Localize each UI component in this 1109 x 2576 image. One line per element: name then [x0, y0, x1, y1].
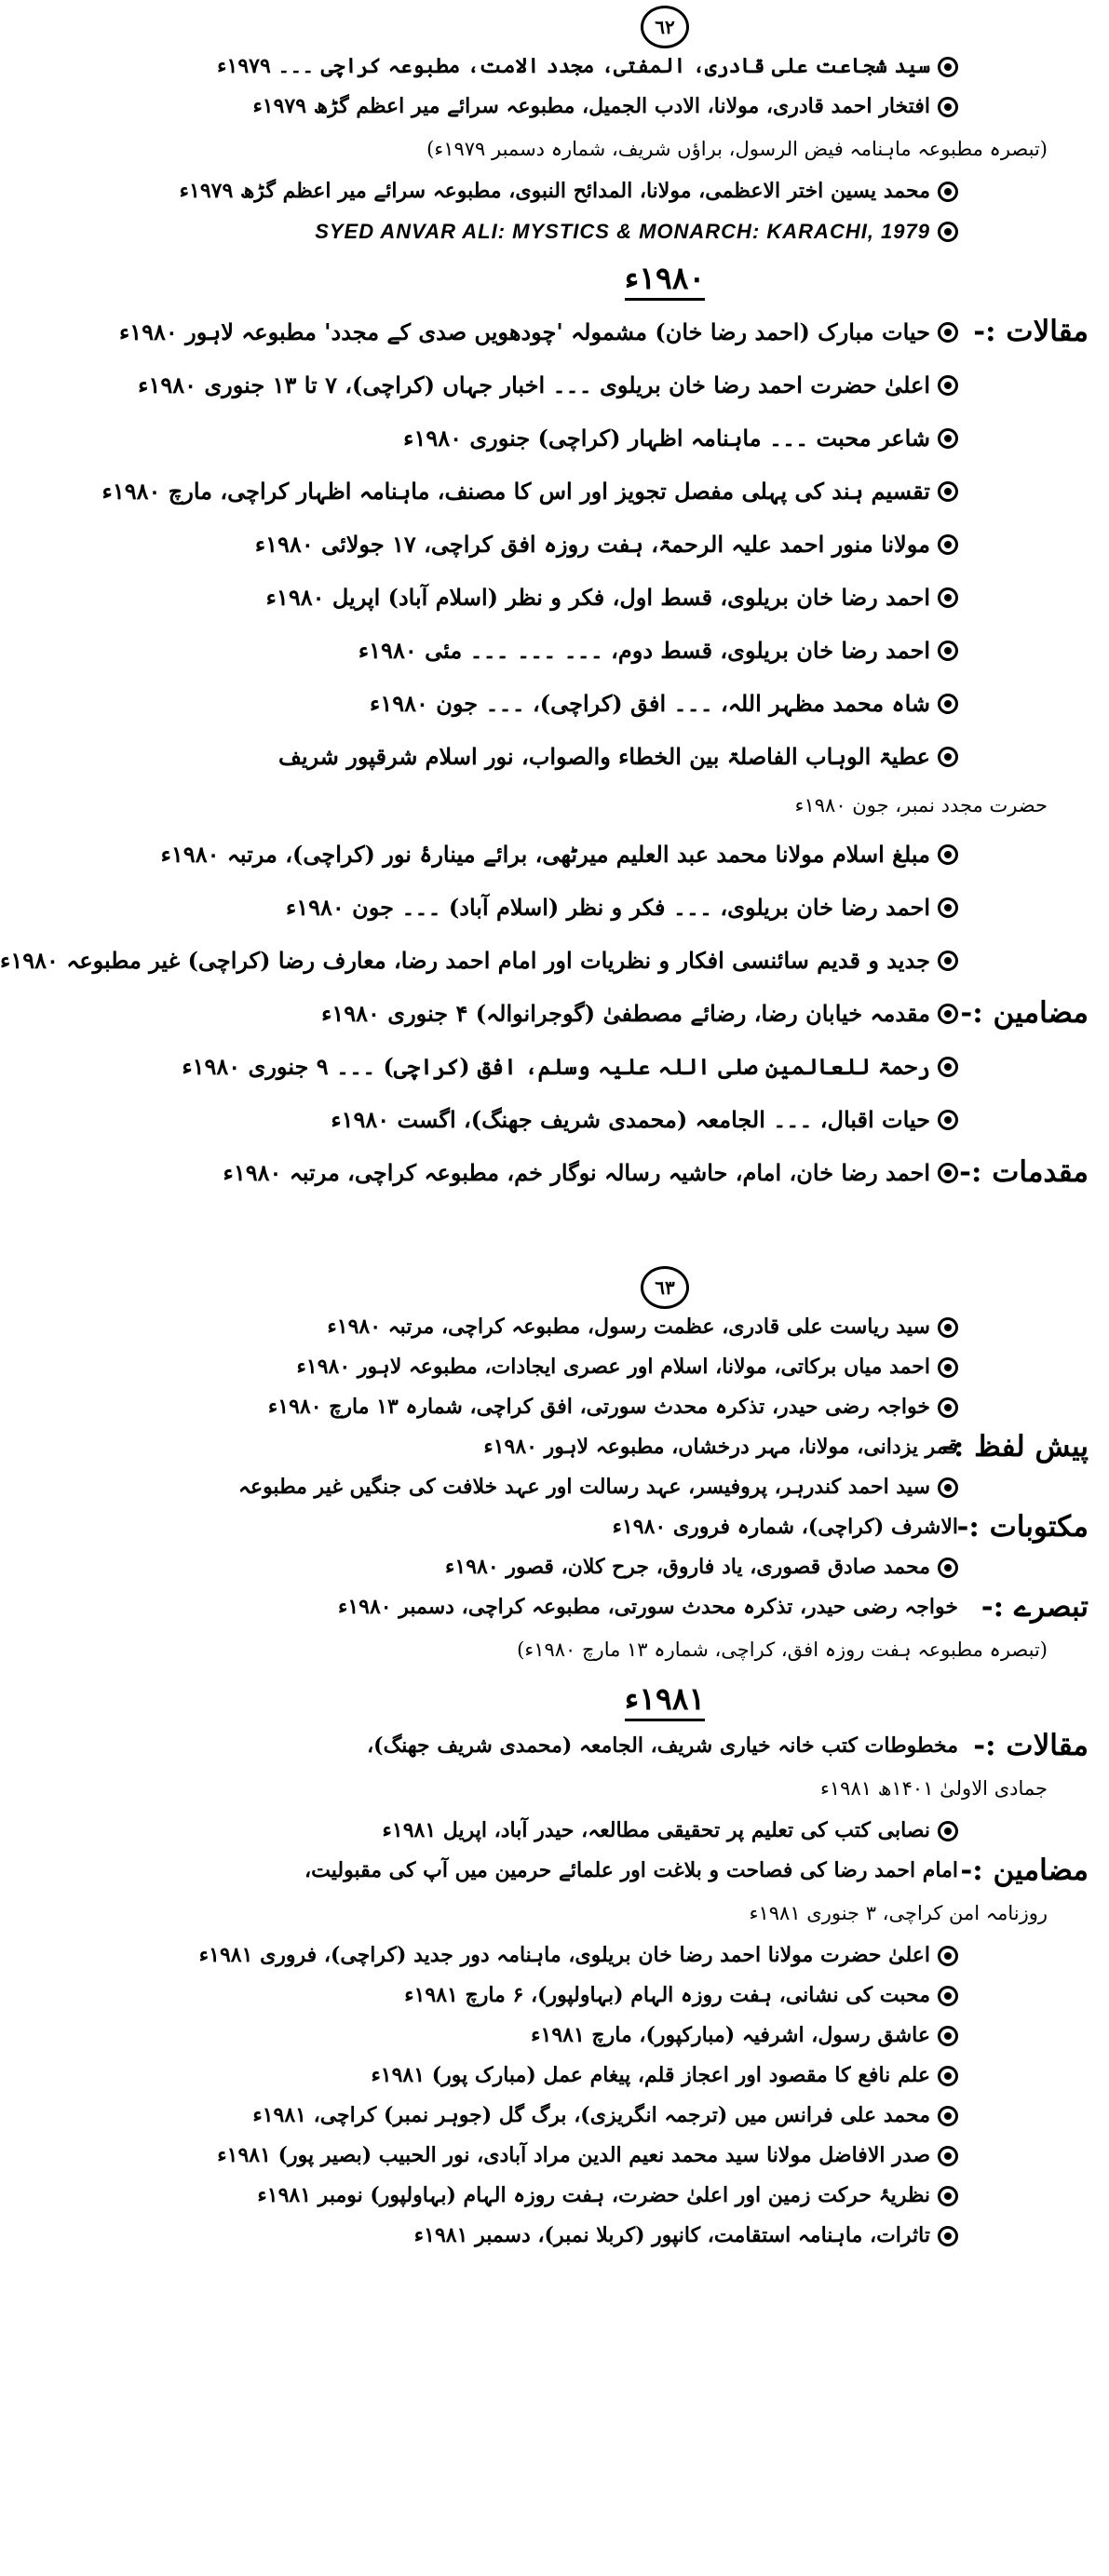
- list-item: افتخار احمد قادری، مولانا، الادب الجمیل، مطبوعہ سرائے میر اعظم گڑھ ۱۹۷۹ء: [241, 87, 1089, 127]
- bullet-icon: [938, 2106, 958, 2126]
- bullet-icon: [938, 844, 958, 865]
- list-item: صدر الافاضل مولانا سید محمد نعیم الدین مراد آبادی، نور الحبیب (بصیر پور) ۱۹۸۱ء: [241, 2136, 1089, 2176]
- list-item: احمد رضا خان بریلوی، ۔۔۔ فکر و نظر (اسلام آباد) ۔۔۔ جون ۱۹۸۰ء: [241, 881, 1089, 934]
- bullet-icon: [938, 1986, 958, 2006]
- bullet-icon: [938, 57, 958, 77]
- bullet-icon: [938, 1110, 958, 1130]
- bullet-icon: [938, 375, 958, 396]
- section-label: مضامین :-: [960, 1854, 1089, 1888]
- list-item: سید ریاست علی قادری، عظمت رسول، مطبوعہ کراچی، مرتبہ ۱۹۸۰ء: [241, 1307, 1089, 1347]
- bullet-icon: [938, 1163, 958, 1183]
- bullet-icon: [938, 428, 958, 449]
- bullet-icon: [938, 1357, 958, 1378]
- list-item: نصابی کتب کی تعلیم پر تحقیقی مطالعہ، حیدر آباد، اپریل ۱۹۸۱ء: [241, 1811, 1089, 1851]
- bullet-icon: [938, 182, 958, 202]
- list-item: مقالات :- مخطوطات کتب خانہ خیاری شریف، الجامعہ (محمدی شریف جھنگ)،: [367, 1729, 1089, 1763]
- bullet-icon: [938, 1477, 958, 1498]
- list-item: حیات اقبال، ۔۔۔ الجامعہ (محمدی شریف جھنگ)، اگست ۱۹۸۰ء: [241, 1093, 1089, 1146]
- list-item: اعلیٰ حضرت احمد رضا خان بریلوی ۔۔۔ اخبار جہاں (کراچی)، ۷ تا ۱۳ جنوری ۱۹۸۰ء: [241, 358, 1089, 411]
- list-item: عاشق رسول، اشرفیہ (مبارکپور)، مارچ ۱۹۸۱ء: [241, 2016, 1089, 2056]
- list-item: مقالات :- حیات مبارک (احمد رضا خان) مشمولہ 'چودھویں صدی کے مجدد' مطبوعہ لاہور ۱۹۸۰ء: [118, 315, 1089, 349]
- list-item: پیش لفظ :- قمر یزدانی، مولانا، مہر درخشاں، مطبوعہ لاہور ۱۹۸۰ء: [483, 1430, 1089, 1464]
- page-number: ٦٣: [641, 1266, 689, 1309]
- bullet-icon: [938, 481, 958, 502]
- bullet-icon: [938, 951, 958, 971]
- list-note: جمادی الاولیٰ ۱۴۰۱ھ ۱۹۸۱ء: [820, 1776, 1048, 1800]
- bullet-icon: [938, 1946, 958, 1966]
- list-item: مضامین :- امام احمد رضا کی فصاحت و بلاغت اور علمائے حرمین میں آپ کی مقبولیت،: [304, 1854, 1089, 1888]
- list-item: خواجہ رضی حیدر، تذکرہ محدث سورتی، افق کراچی، شمارہ ۱۳ مارچ ۱۹۸۰ء: [241, 1387, 1089, 1427]
- page-63: [198, 1261, 1109, 2256]
- section-label: مقدمات :-: [959, 1155, 1089, 1190]
- list-item: مولانا منور احمد علیہ الرحمۃ، ہفت روزہ افق کراچی، ۱۷ جولائی ۱۹۸۰ء: [241, 518, 1089, 571]
- list-item: محمد صادق قصوری، یاد فاروق، جرح کلان، قصور ۱۹۸۰ء: [241, 1547, 1089, 1587]
- list-item: تقسیم ہند کی پہلی مفصل تجویز اور اس کا مصنف، ماہنامہ اظہار کراچی، مارچ ۱۹۸۰ء: [241, 465, 1089, 518]
- review-note: (تبصرہ مطبوعہ ماہنامہ فیض الرسول، براؤں شریف، شمارہ دسمبر ۱۹۷۹ء): [426, 137, 1048, 160]
- section-label: تبصرے :-: [981, 1590, 1089, 1625]
- list-item: نظریۂ حرکت زمین اور اعلیٰ حضرت، ہفت روزہ الہام (بہاولپور) نومبر ۱۹۸۱ء: [241, 2176, 1089, 2216]
- list-item: مقدمات :- احمد رضا خان، امام، حاشیہ رسالہ نوگار خم، مطبوعہ کراچی، مرتبہ ۱۹۸۰ء: [223, 1155, 1089, 1190]
- list-item: محمد علی فرانس میں (ترجمہ انگریزی)، برگ گل (جوہر نمبر) کراچی، ۱۹۸۱ء: [241, 2096, 1089, 2136]
- bullet-icon: [938, 1004, 958, 1024]
- list-item: شاعر محبت ۔۔۔ ماہنامہ اظہار (کراچی) جنوری ۱۹۸۰ء: [241, 411, 1089, 465]
- section-label: مضامین :-: [960, 996, 1089, 1031]
- bullet-icon: [938, 1397, 958, 1418]
- list-item: اعلیٰ حضرت مولانا احمد رضا خان بریلوی، ماہنامہ دور جدید (کراچی)، فروری ۱۹۸۱ء: [241, 1935, 1089, 1976]
- bullet-icon: [938, 587, 958, 608]
- list-item: رحمۃ للعالمین صلی اللہ علیہ وسلم، افق (کراچی) ۔۔۔ ۹ جنوری ۱۹۸۰ء: [241, 1040, 1089, 1093]
- list-item: مبلغ اسلام مولانا محمد عبد العلیم میرٹھی، برائے مینارۂ نور (کراچی)، مرتبہ ۱۹۸۰ء: [241, 828, 1089, 881]
- section-label: مکتوبات :-: [956, 1510, 1089, 1544]
- bullet-icon: [938, 1057, 958, 1077]
- list-item: علم نافع کا مقصود اور اعجاز قلم، پیغام عمل (مبارک پور) ۱۹۸۱ء: [241, 2056, 1089, 2096]
- list-item: شاہ محمد مظہر اللہ، ۔۔۔ افق (کراچی)، ۔۔۔ جون ۱۹۸۰ء: [241, 677, 1089, 730]
- list-item: احمد میاں برکاتی، مولانا، اسلام اور عصری ایجادات، مطبوعہ لاہور ۱۹۸۰ء: [241, 1347, 1089, 1387]
- section-label: مقالات :-: [973, 315, 1089, 349]
- list-item: جدید و قدیم سائنسی افکار و نظریات اور امام احمد رضا، معارف رضا (کراچی) غیر مطبوعہ ۱۹۸۰ء: [241, 934, 1089, 987]
- section-label: پیش لفظ :-: [941, 1430, 1089, 1464]
- list-note: روزنامہ امن کراچی، ۳ جنوری ۱۹۸۱ء: [749, 1901, 1048, 1924]
- bullet-icon: [938, 2066, 958, 2086]
- bullet-icon: [938, 534, 958, 555]
- list-item: سید احمد کندرہر، پروفیسر، عہد رسالت اور عہد خلافت کی جنگیں غیر مطبوعہ: [241, 1467, 1089, 1507]
- section-label: مقالات :-: [973, 1729, 1089, 1763]
- bullet-icon: [938, 322, 958, 343]
- list-item: مضامین :- مقدمہ خیابان رضا، رضائے مصطفیٰ (گوجرانوالہ) ۴ جنوری ۱۹۸۰ء: [321, 996, 1089, 1031]
- list-item: سید شجاعت علی قادری، المفتی، مجدد الامت، مطبوعہ کراچی ۔۔۔ ۱۹۷۹ء: [241, 47, 1089, 87]
- bullet-icon: [938, 1821, 958, 1841]
- bullet-icon: [938, 694, 958, 714]
- bullet-icon: [938, 2026, 958, 2046]
- list-item: احمد رضا خان بریلوی، قسط دوم، ۔۔۔ ۔۔۔ ۔۔۔ مئی ۱۹۸۰ء: [241, 624, 1089, 677]
- list-item: محمد یسین اختر الاعظمی، مولانا، المدائح النبوی، مطبوعہ سرائے میر اعظم گڑھ ۱۹۷۹ء: [241, 171, 1089, 211]
- list-item: مکتوبات :- الاشرف (کراچی)، شمارہ فروری ۱۹۸۰ء: [612, 1510, 1089, 1544]
- bullet-icon: [938, 2146, 958, 2166]
- list-note: حضرت مجدد نمبر، جون ۱۹۸۰ء: [794, 793, 1048, 816]
- bullet-icon: [938, 1317, 958, 1338]
- page-62: [0, 0, 1109, 1199]
- page-separator: [215, 1199, 1109, 1261]
- bullet-icon: [938, 1558, 958, 1578]
- review-note: (تبصرہ مطبوعہ ہفت روزہ افق، کراچی، شمارہ ۱۳ مارچ ۱۹۸۰ء): [517, 1638, 1048, 1661]
- bullet-icon: [938, 2186, 958, 2206]
- list-item: تبصرے :- خواجہ رضی حیدر، تذکرہ محدث سورتی، مطبوعہ کراچی، دسمبر ۱۹۸۰ء: [337, 1590, 1089, 1625]
- bullet-icon: [938, 97, 958, 117]
- year-heading: ۱۹۸۰ء: [241, 251, 1089, 305]
- bullet-icon: [938, 641, 958, 661]
- bullet-icon: [938, 747, 958, 767]
- bullet-icon: [938, 2226, 958, 2246]
- list-item: محبت کی نشانی، ہفت روزہ الہام (بہاولپور)، ۶ مارچ ۱۹۸۱ء: [241, 1976, 1089, 2016]
- list-item: SYED ANVAR ALI: MYSTICS & MONARCH: KARACHI, 1979: [241, 211, 1089, 251]
- bullet-icon: [938, 222, 958, 242]
- page-number: ٦٢: [641, 6, 689, 48]
- list-item: احمد رضا خان بریلوی، قسط اول، فکر و نظر (اسلام آباد) اپریل ۱۹۸۰ء: [241, 571, 1089, 624]
- year-heading: ۱۹۸۱ء: [241, 1672, 1089, 1726]
- list-item: تاثرات، ماہنامہ استقامت، کانپور (کربلا نمبر)، دسمبر ۱۹۸۱ء: [241, 2216, 1089, 2256]
- bullet-icon: [938, 897, 958, 918]
- list-item: عطیۃ الوہاب الفاصلۃ بین الخطاء والصواب، نور اسلام شرقپور شریف: [241, 730, 1089, 783]
